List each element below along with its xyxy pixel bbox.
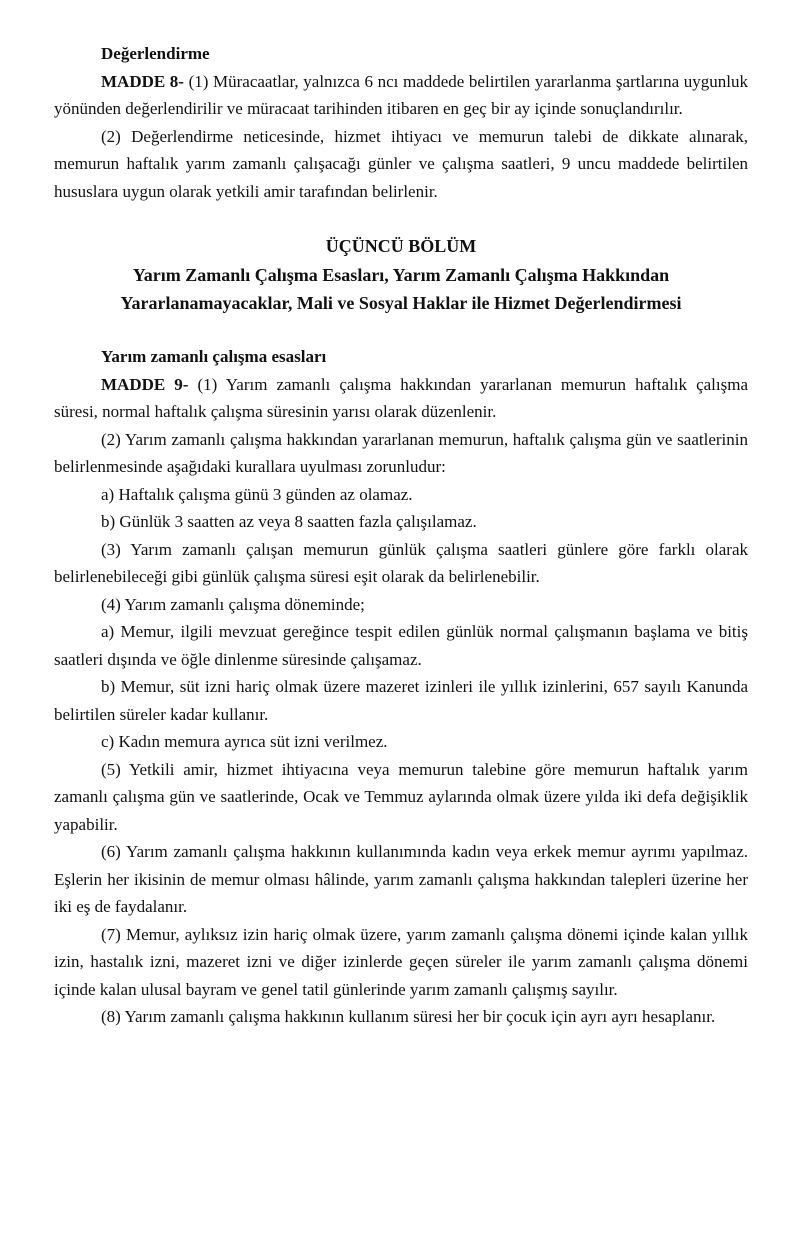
article-9-item-2a: a) Haftalık çalışma günü 3 günden az olamaz. <box>101 484 413 504</box>
article-8-label: MADDE 8- <box>101 71 184 91</box>
article-9-paragraph-6: (6) Yarım zamanlı çalışma hakkının kullanımında kadın veya erkek memur ayrımı yapılmaz. Eşlerin her ikisinin de memur olması hâlinde, yarım zamanlı çalışma hakkından talepleri üzerine her iki eş de faydalanır. <box>54 842 748 916</box>
article-9-paragraph-3: (3) Yarım zamanlı çalışan memurun günlük çalışma saatleri günlere göre farklı olarak belirlenebileceği gibi günlük çalışma süresi eşit olarak da belirlenebilir. <box>54 539 748 586</box>
article-9-paragraph-8: (8) Yarım zamanlı çalışma hakkının kullanım süresi her bir çocuk için ayrı ayrı hesaplanır. <box>101 1007 716 1026</box>
document-body <box>54 40 748 1031</box>
article-9-item-4a: a) Memur, ilgili mevzuat gereğince tespit edilen günlük normal çalışmanın başlama ve bitiş saatleri dışında ve öğle dinlenme süresinde çalışamaz. <box>54 622 748 669</box>
article-9-paragraph-7: (7) Memur, aylıksız izin hariç olmak üzere, yarım zamanlı çalışma dönemi içinde kalan yıllık izin, hastalık izni, mazeret izni ve diğer izinlerde geçen süreler ile yarım zamanlı çalışma dönemi içinde kalan ulusal bayram ve genel tatil günlerinde yarım zamanlı çalışmış sayılır. <box>54 924 748 999</box>
article-8-paragraph-1-text: (1) Müracaatlar, yalnızca 6 ncı maddede belirtilen yararlanma şartlarına uygunluk yönünden değerlendirilir ve müracaat tarihinden itibaren en geç bir ay içinde sonuçlandırılır. <box>54 71 748 118</box>
article-8-paragraph-2: (2) Değerlendirme neticesinde, hizmet ihtiyacı ve memurun talebi de dikkate alınarak, memurun haftalık yarım zamanlı çalışacağı günler ve çalışma saatleri, 9 uncu maddede belirtilen hususlara uygun olarak yetkili amir tarafından belirlenir. <box>54 126 748 201</box>
article-9-paragraph-5: (5) Yetkili amir, hizmet ihtiyacına veya memurun talebine göre memurun haftalık yarım zamanlı çalışma gün ve saatlerinde, Ocak ve Temmuz aylarında olmak üzere yılda iki defa değişiklik yapabilir. <box>54 759 748 834</box>
article-9-label: MADDE 9- <box>101 374 189 394</box>
article-9-item-4c: c) Kadın memura ayrıca süt izni verilmez. <box>101 732 388 751</box>
article-9-item-2b: b) Günlük 3 saatten az veya 8 saatten fazla çalışılamaz. <box>101 512 477 531</box>
article-9-paragraph-1-text: (1) Yarım zamanlı çalışma hakkından yararlanan memurun haftalık çalışma süresi, normal haftalık çalışma süresinin yarısı olarak düzenlenir. <box>54 374 748 421</box>
section-3-title: ÜÇÜNCÜ BÖLÜM <box>325 236 477 256</box>
article-9-paragraph-4: (4) Yarım zamanlı çalışma döneminde; <box>101 594 365 614</box>
section-3-header <box>54 231 748 317</box>
section-3-subtitle-line-2: Yararlanamayacaklar, Mali ve Sosyal Haklar ile Hizmet Değerlendirmesi <box>120 293 682 313</box>
article-9-item-4b: b) Memur, süt izni hariç olmak üzere mazeret izinleri ile yıllık izinlerini, 657 sayılı Kanunda belirtilen süreler kadar kullanır. <box>54 677 748 724</box>
article-9-paragraph-1 <box>54 371 748 426</box>
section-3-subtitle-line-1: Yarım Zamanlı Çalışma Esasları, Yarım Zamanlı Çalışma Hakkından <box>132 265 670 285</box>
article-8-paragraph-1 <box>54 68 748 123</box>
article-9-paragraph-2: (2) Yarım zamanlı çalışma hakkından yararlanan memurun, haftalık çalışma gün ve saatlerinin belirlenmesinde aşağıdaki kurallara uyulması zorunludur: <box>54 429 748 476</box>
article-8-heading: Değerlendirme <box>101 44 210 63</box>
article-9-heading: Yarım zamanlı çalışma esasları <box>101 347 327 366</box>
